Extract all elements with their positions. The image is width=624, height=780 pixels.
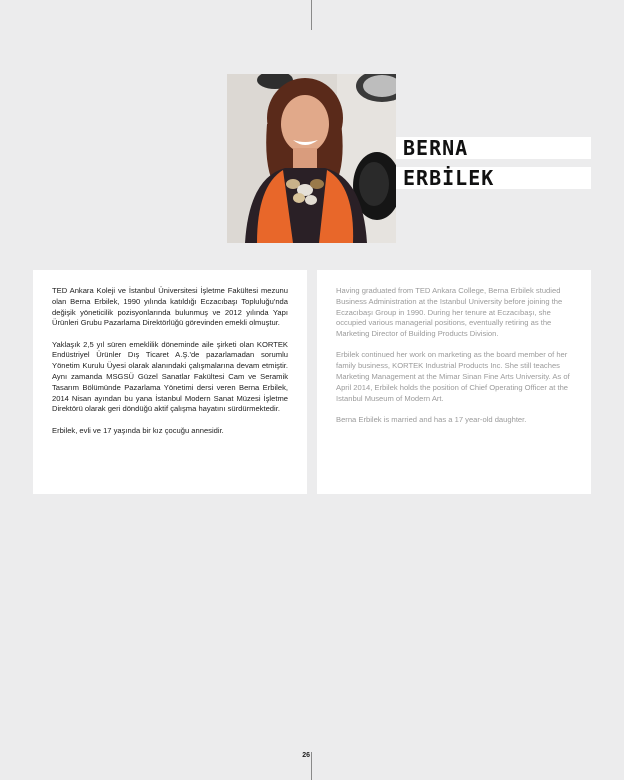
- name-last: ERBİLEK: [396, 167, 591, 189]
- bio-en-paragraph-3: Berna Erbilek is married and has a 17 year-old daughter.: [336, 414, 527, 424]
- portrait-illustration: [227, 74, 396, 243]
- center-divider-bottom: [311, 752, 312, 780]
- center-divider-top: [311, 0, 312, 30]
- bio-english-panel: [317, 270, 591, 494]
- name-first: BERNA: [396, 137, 591, 159]
- page-number: 26: [302, 752, 310, 759]
- bio-turkish-panel: [33, 270, 307, 494]
- bio-tr-paragraph-3: Erbilek, evli ve 17 yaşında bir kız çocuğu annesidir.: [52, 425, 224, 435]
- bio-en-paragraph-2: Erbilek continued her work on marketing as the board member of her family business, KORTEK Industrial Products Inc. She still teaches Marketing Management at the Mimar Sinan Fine Arts University. As of April 2014, Erbilek holds the position of Chief Operating Officer at the Istanbul Museum of Modern Art.: [336, 350, 570, 403]
- bio-tr-paragraph-1: TED Ankara Koleji ve İstanbul Üniversitesi İşletme Fakültesi mezunu olan Berna Erbilek, 1990 yılında katıldığı Eczacıbaşı Topluluğu'nda değişik yöneticilik pozisyonlarında bulunmuş ve 2012 yılında Yapı Ürünleri Grubu Pazarlama Direktörlüğü görevinden emekli olmuştur.: [52, 286, 288, 328]
- bio-tr-paragraph-2: Yaklaşık 2,5 yıl süren emeklilik döneminde aile şirketi olan KORTEK Endüstriyel Ürünler Dış Ticaret A.Ş.'de pazarlamadan sorumlu Yönetim Kurulu Üyesi olarak alanındaki çalışmalarına devam etmiştir. Aynı zamanda MSGSÜ Güzel Sanatlar Fakültesi Cam ve Seramik Tasarım Bölümünde Pazarlama Yönetimi dersi veren Berna Erbilek, 2014 Nisan ayından bu yana İstanbul Modern Sanat Müzesi İşletme Direktörü olarak geri döndüğü aktif çalışma hayatını sürdürmektedir.: [52, 339, 288, 414]
- portrait-photo: [227, 74, 396, 243]
- bio-en-paragraph-1: Having graduated from TED Ankara College, Berna Erbilek studied Business Administration at the Istanbul University before joining the Eczacıbaşı Group in 1990. During her tenure at Eczacıbaşı, she occupied various managerial positions, eventually retiring as the Marketing Director of Building Products Division.: [336, 286, 563, 339]
